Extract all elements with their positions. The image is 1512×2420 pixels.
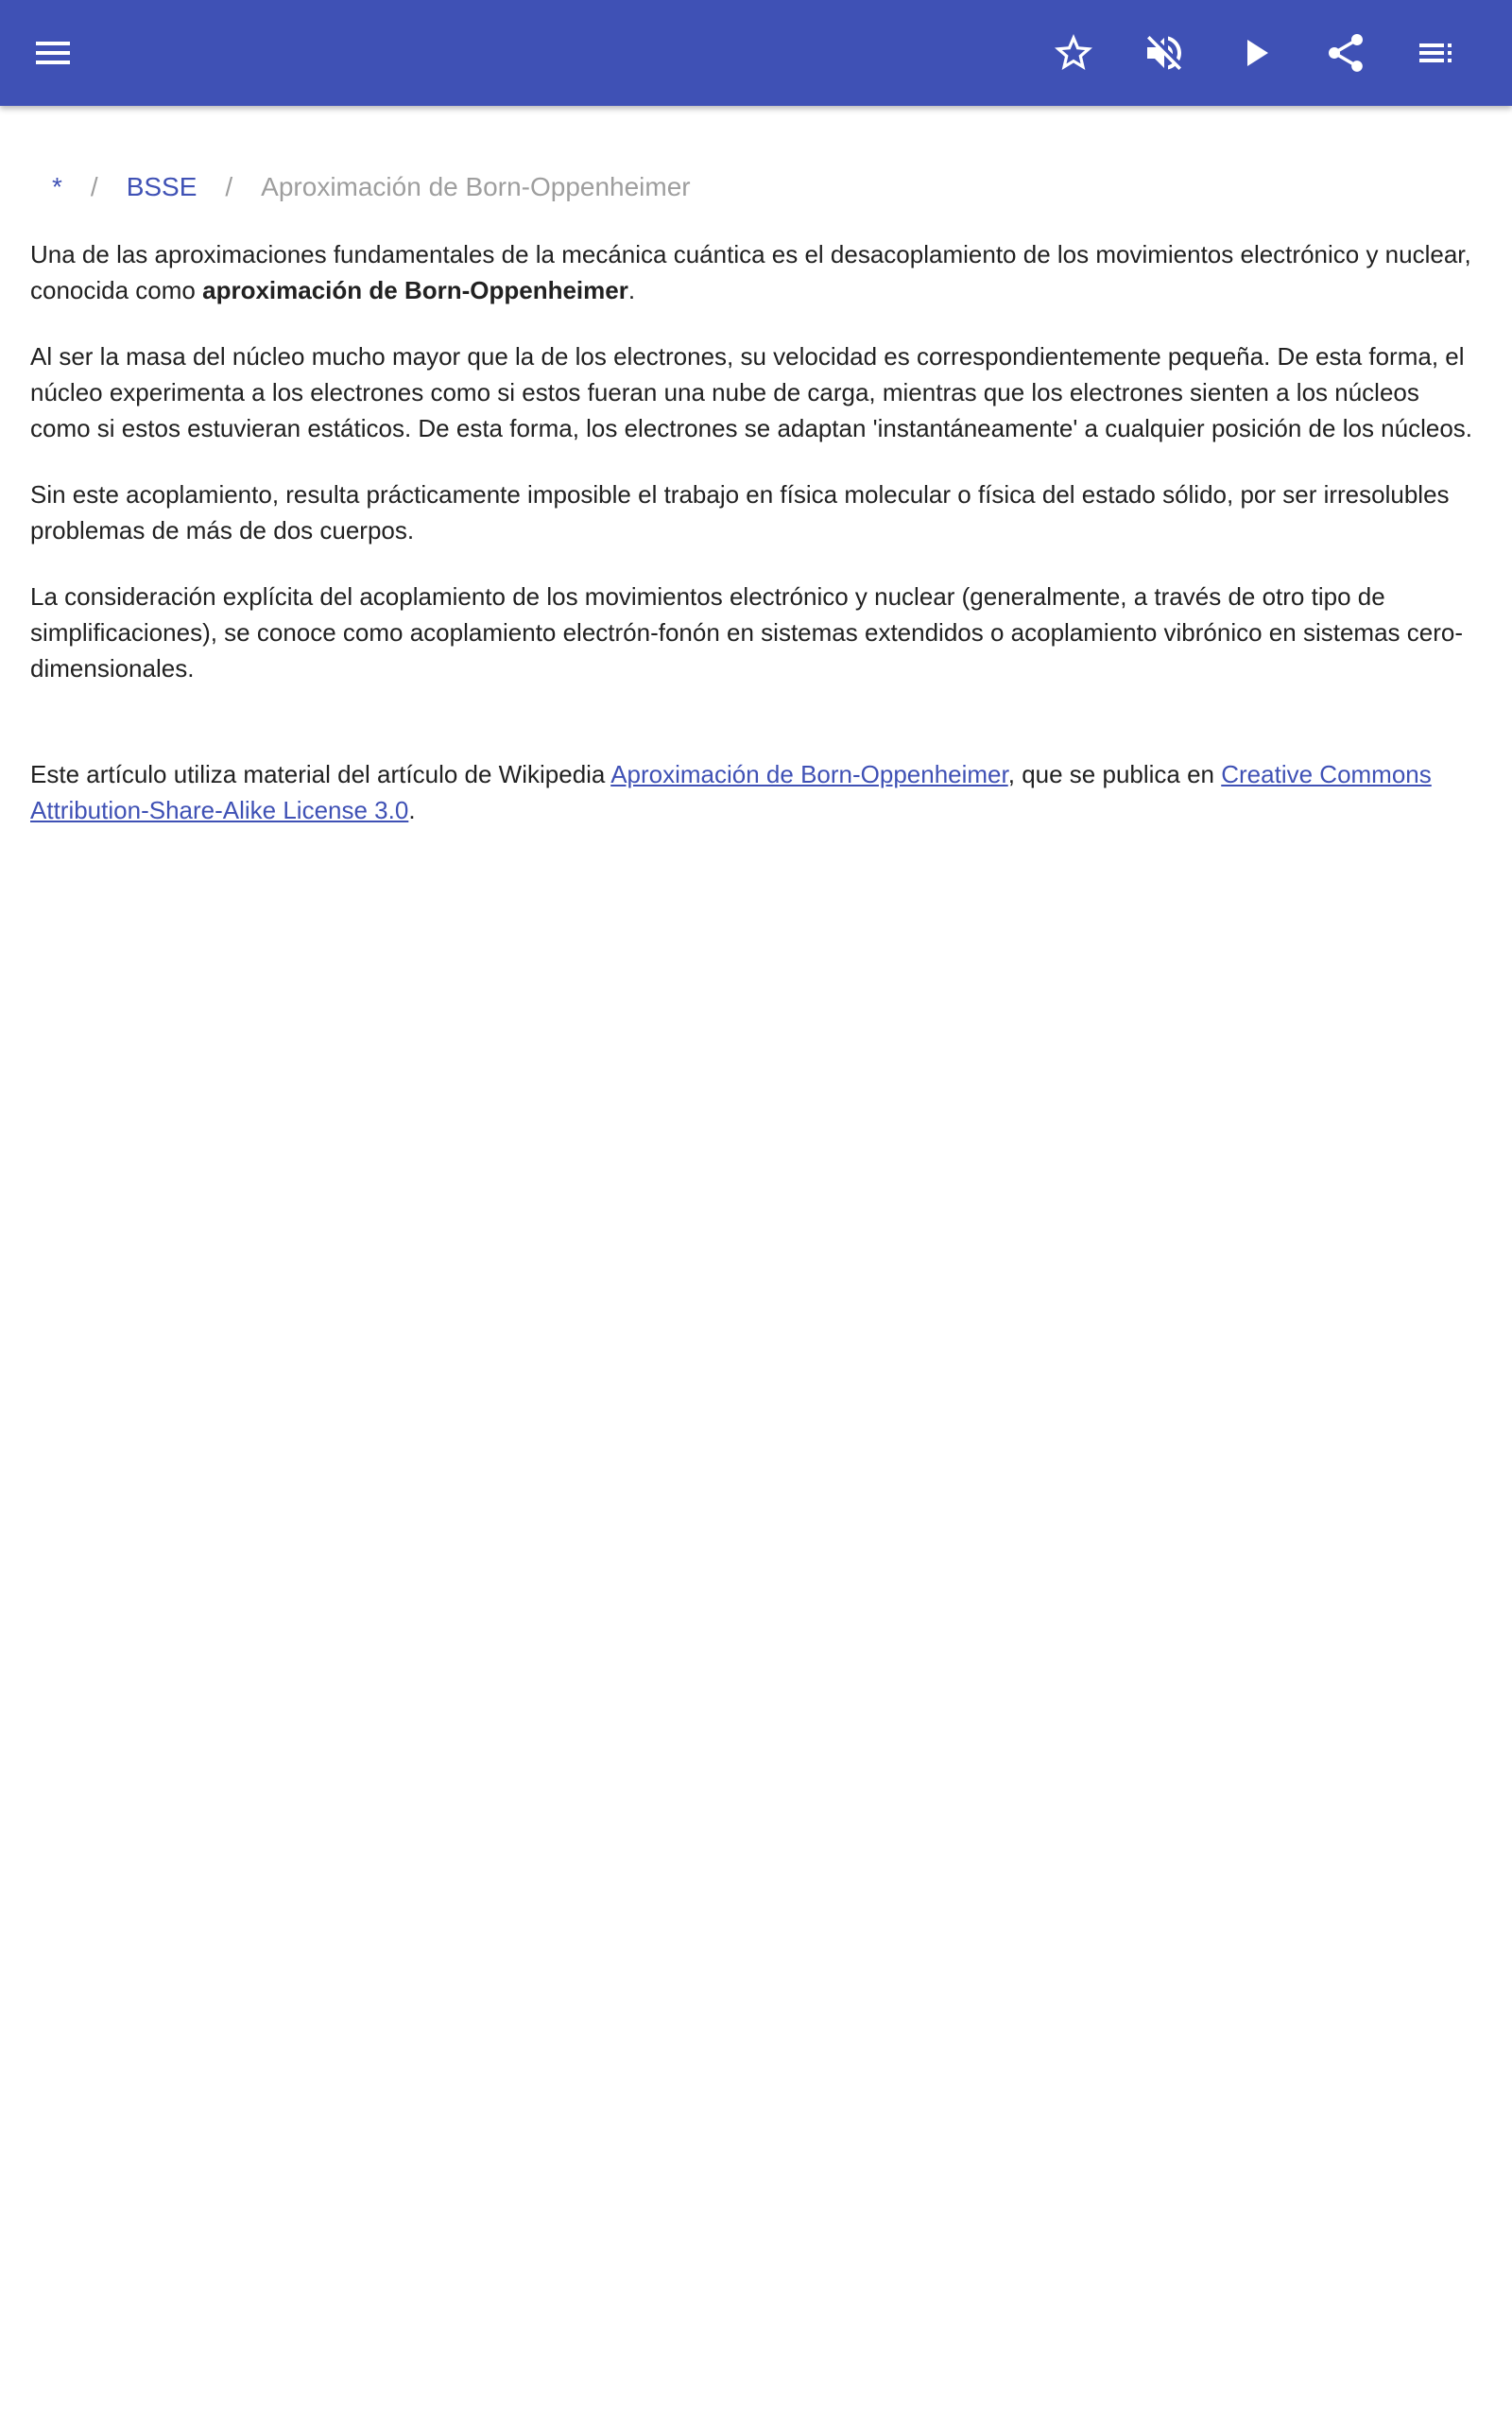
app-bar — [0, 0, 1512, 106]
star-outline-icon — [1051, 30, 1096, 76]
article-content — [30, 166, 1482, 858]
article-paragraph: Al ser la masa del núcleo mucho mayor que la de los electrones, su velocidad es correspondientemente pequeña. De esta forma, el núcleo experimenta a los electrones como si estos fueran una nube de carga, mientras que los electrones sienten a los núcleos como si estos estuvieran estáticos. De esta forma, los electrones se adaptan 'instantáneamente' a cualquier posición de los núcleos. — [30, 342, 1473, 442]
breadcrumb-separator: / — [225, 172, 233, 201]
paragraph-end: . — [627, 276, 636, 304]
menu-button[interactable] — [15, 15, 91, 91]
favorite-button[interactable] — [1036, 15, 1111, 91]
breadcrumb-separator: / — [90, 172, 98, 201]
mute-button[interactable] — [1126, 15, 1202, 91]
menu-icon — [30, 30, 76, 76]
volume-off-icon — [1142, 30, 1187, 76]
breadcrumb-parent-link[interactable]: BSSE — [126, 172, 198, 201]
playlist-icon — [1414, 30, 1459, 76]
paragraph-text: Una de las aproximaciones fundamentales de la mecánica cuántica es el desacoplamiento de los movimientos electrónico y nuclear, conocida como — [30, 240, 1471, 304]
breadcrumb-current: Aproximación de Born-Oppenheimer — [261, 172, 691, 201]
breadcrumb-home-link[interactable]: * — [52, 172, 62, 201]
share-icon — [1323, 30, 1368, 76]
article-paragraph: Sin este acoplamiento, resulta prácticamente imposible el trabajo en física molecular o física del estado sólido, por ser irresolubles problemas de más de dos cuerpos. — [30, 480, 1450, 544]
share-button[interactable] — [1308, 15, 1383, 91]
attribution-suffix: . — [408, 796, 416, 824]
license-link[interactable]: Creative Commons Attribution-Share-Alike License 3.0 — [30, 760, 1432, 824]
attribution-middle: , que se publica en — [1007, 760, 1222, 788]
table-of-contents-button[interactable] — [1399, 15, 1474, 91]
breadcrumb — [30, 166, 1482, 208]
bold-term: aproximación de Born-Oppenheimer — [202, 276, 628, 304]
attribution-prefix: Este artículo utiliza material del artículo de Wikipedia — [30, 760, 611, 788]
wikipedia-article-link[interactable]: Aproximación de Born-Oppenheimer — [610, 760, 1008, 788]
article-paragraph — [30, 236, 1482, 308]
article-paragraph: La consideración explícita del acoplamiento de los movimientos electrónico y nuclear (generalmente, a través de otro tipo de simplificaciones), se conoce como acoplamiento electrón-fonón en sistemas extendidos o acoplamiento vibrónico en sistemas cero-dimensionales. — [30, 582, 1463, 683]
play-icon — [1232, 30, 1278, 76]
play-button[interactable] — [1217, 15, 1293, 91]
attribution-note — [30, 756, 1482, 828]
